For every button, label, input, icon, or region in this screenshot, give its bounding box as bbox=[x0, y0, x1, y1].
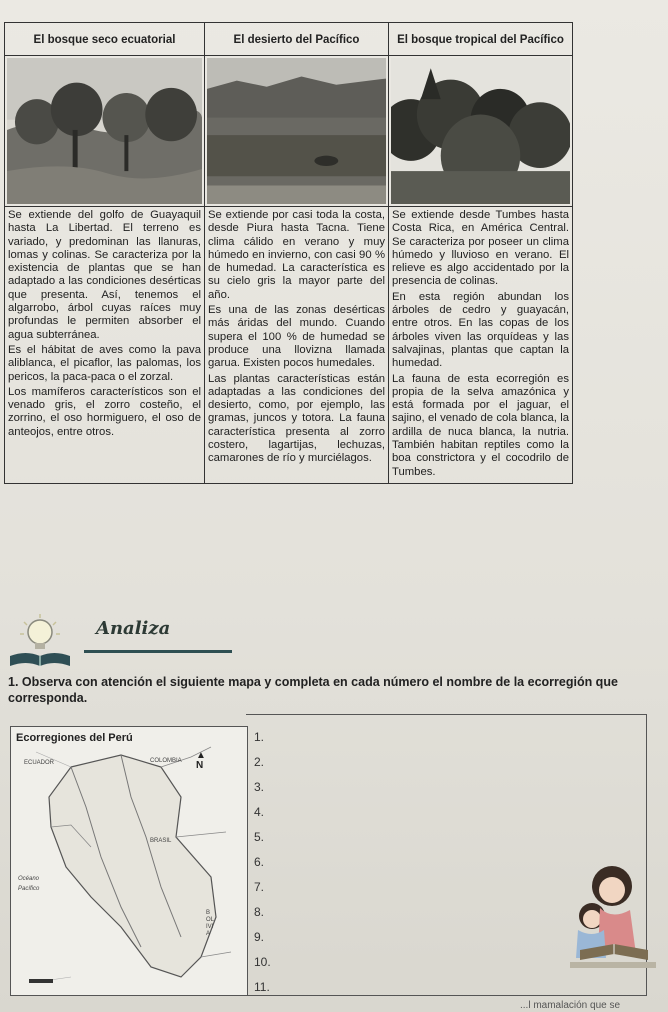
ecoregions-table bbox=[4, 22, 573, 484]
answer-line-11: 11. bbox=[254, 980, 270, 994]
question-text: 1. Observa con atención el siguiente mapa y completa en cada número el nombre de la ecorregión que corresponda. bbox=[8, 675, 618, 705]
answer-line-4: 4. bbox=[254, 805, 265, 819]
analiza-heading: Analiza bbox=[96, 618, 171, 639]
dry-forest-para-1: Se extiende del golfo de Guayaquil hasta La Libertad. El terreno es variado, y predominan las llanuras, lomas y colinas. Se caracteriza por la existencia de plantas que se han adaptado a las condiciones desérticas que presenta. Así, tenemos el algarrobo, árbol cuyas raíces muy profundas le permiten absorber el agua subterránea. bbox=[8, 209, 201, 341]
lightbulb-book-icon bbox=[6, 612, 84, 670]
footer-fragment: ...l mamalación que se bbox=[520, 1000, 621, 1011]
desert-para-1: Se extiende por casi toda la costa, desde Piura hasta Tacna. Tiene clima cálido en verano y muy húmedo en invierno, con casi 90 % de humedad. La característica es su cielo gris la mayor parte del año. bbox=[208, 209, 385, 301]
tropical-para-3: La fauna de esta ecorregión es propia de la selva amazónica y está formada por el jaguar, el sajino, el venado de cola blanca, la ardilla de nuca blanca, la nutria. También habitan reptiles como la boa constrictora y el cocodrilo de Tumbes. bbox=[392, 372, 569, 478]
dry-forest-photo bbox=[5, 56, 205, 207]
desert-description bbox=[205, 207, 389, 484]
tropical-para-1: Se extiende desde Tumbes hasta Costa Rica, en América Central. Se caracteriza por poseer un clima húmedo y lluvioso en verano. El relieve es algo accidentado por la presencia de colinas. bbox=[392, 209, 569, 288]
dry-forest-description bbox=[5, 207, 205, 484]
analiza-underline bbox=[84, 650, 232, 653]
answer-line-2: 2. bbox=[254, 755, 265, 769]
header-pacific-desert: El desierto del Pacífico bbox=[205, 23, 389, 56]
tropical-forest-photo bbox=[389, 56, 573, 207]
answer-line-10: 10. bbox=[254, 955, 271, 969]
answer-line-7: 7. bbox=[254, 880, 265, 894]
desert-lake-photo bbox=[205, 56, 389, 207]
label-bolivia: BOLIVIA bbox=[206, 910, 215, 937]
answer-line-8: 8. bbox=[254, 905, 265, 919]
label-brasil: BRASIL bbox=[150, 838, 172, 844]
answer-line-3: 3. bbox=[254, 780, 265, 794]
table-header-row bbox=[5, 23, 573, 56]
peru-map-drawing bbox=[11, 727, 247, 995]
table-text-row bbox=[5, 207, 573, 484]
header-dry-forest: El bosque seco ecuatorial bbox=[5, 23, 205, 56]
desert-para-3: Las plantas características están adaptadas a las condiciones del desierto, como, por ejemplo, las gramas, juncos y totora. La fauna característica presenta al zorro costero, lagartijas, lechuzas, camarones de río y murciélagos. bbox=[208, 372, 385, 465]
dry-forest-para-2: Es el hábitat de aves como la pava aliblanca, el picaflor, las palomas, los pericos, la paca-paca o el zorzal. bbox=[8, 343, 201, 383]
header-tropical-forest: El bosque tropical del Pacífico bbox=[389, 23, 573, 56]
peru-map bbox=[10, 726, 248, 996]
reading-girls-illustration bbox=[570, 858, 656, 978]
label-ecuador: ECUADOR bbox=[24, 760, 55, 766]
answer-line-9: 9. bbox=[254, 930, 265, 944]
north-arrow-icon: ▲ N bbox=[196, 750, 206, 771]
tropical-forest-description bbox=[389, 207, 573, 484]
desert-para-2: Es una de las zonas desérticas más áridas del mundo. Cuando supera el 100 % de humedad se produce una llovizna llamada garua. Existen pocos humedales. bbox=[208, 304, 385, 370]
table-photo-row bbox=[5, 56, 573, 207]
dry-forest-para-3: Los mamíferos característicos son el venado gris, el zorro costeño, el zorrino, el oso hormiguero, el oso de anteojos, entre otros. bbox=[8, 385, 201, 438]
tropical-para-2: En esta región abundan los árboles de cedro y guayacán, entre otros. En las copas de los árboles viven las orquídeas y las salvajinas, plantas que captan la humedad. bbox=[392, 290, 569, 370]
answer-line-1: 1. bbox=[254, 730, 265, 744]
label-colombia: COLOMBIA bbox=[150, 758, 182, 764]
north-label: N bbox=[196, 760, 204, 771]
answer-line-5: 5. bbox=[254, 830, 265, 844]
answer-line-6: 6. bbox=[254, 855, 265, 869]
label-ocean: Océano Pacífico bbox=[18, 876, 40, 892]
map-title: Ecorregiones del Perú bbox=[16, 732, 133, 744]
